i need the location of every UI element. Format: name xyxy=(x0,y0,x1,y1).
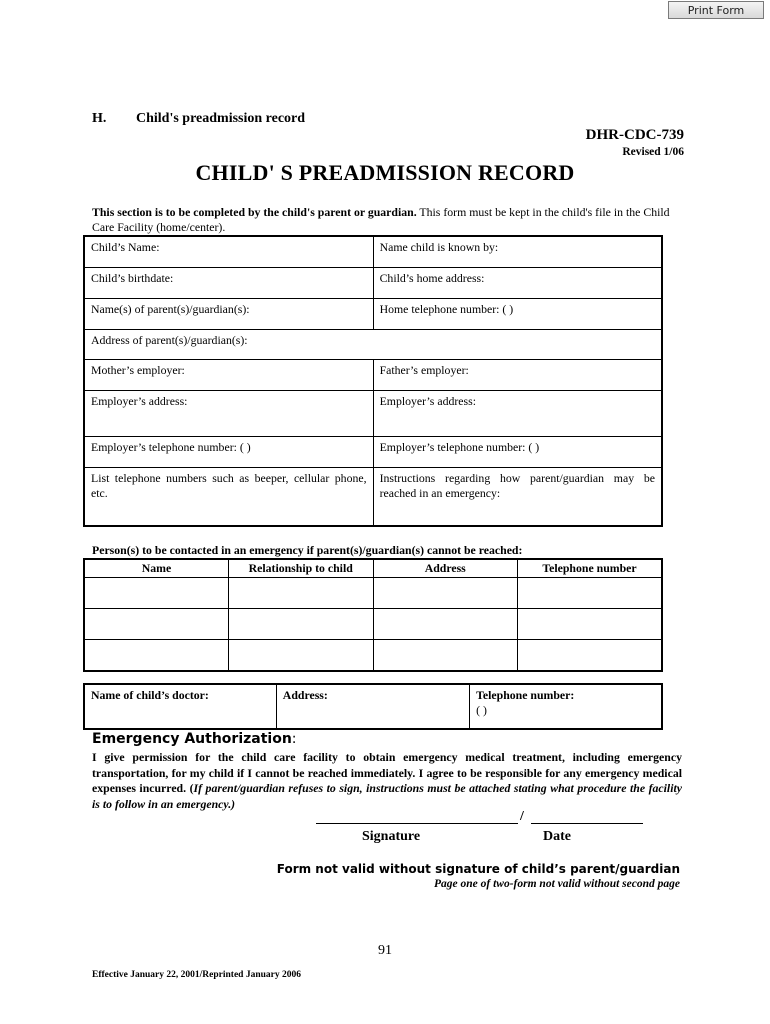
doctor-phone-parens: ( ) xyxy=(476,703,487,717)
contact-phone-cell[interactable] xyxy=(517,578,662,609)
signature-line[interactable] xyxy=(316,823,518,824)
contact-address-cell[interactable] xyxy=(373,640,517,672)
parents-names-field[interactable]: Name(s) of parent(s)/guardian(s): xyxy=(84,298,373,329)
other-phones-field[interactable]: List telephone numbers such as beeper, cellular phone, etc. xyxy=(84,467,373,526)
section-letter: H. xyxy=(92,111,107,126)
contact-name-cell[interactable] xyxy=(84,640,228,672)
intro-rest: This form must be kept in the child's file in the Child Care Facility (home/center). xyxy=(92,205,670,234)
emergency-text: I give permission for the child care facility to obtain emergency medical treatment, including emergency transportation, for my child if I cannot be reached immediately. I agree to be responsible for any emergency medical expenses incurred. ( xyxy=(92,750,682,795)
contact-row xyxy=(84,578,662,609)
contact-name-cell[interactable] xyxy=(84,609,228,640)
doctor-phone-field[interactable] xyxy=(470,684,662,729)
home-address-field[interactable]: Child’s home address: xyxy=(373,267,662,298)
contact-phone-cell[interactable] xyxy=(517,609,662,640)
birthdate-field[interactable]: Child’s birthdate: xyxy=(84,267,373,298)
home-phone-field[interactable]: Home telephone number: ( ) xyxy=(373,298,662,329)
emergency-authorization-text xyxy=(92,750,682,812)
signature-slash: / xyxy=(520,809,524,824)
contact-relationship-cell[interactable] xyxy=(228,640,373,672)
contact-phone-cell[interactable] xyxy=(517,640,662,672)
contact-row xyxy=(84,609,662,640)
father-employer-phone-field[interactable]: Employer’s telephone number: ( ) xyxy=(373,436,662,467)
contact-relationship-cell[interactable] xyxy=(228,609,373,640)
fathers-employer-field[interactable]: Father’s employer: xyxy=(373,359,662,390)
print-form-button[interactable]: Print Form xyxy=(668,1,764,19)
contact-address-cell[interactable] xyxy=(373,609,517,640)
contacts-col-phone: Telephone number xyxy=(517,559,662,578)
father-employer-address-field[interactable]: Employer’s address: xyxy=(373,390,662,436)
page-number: 91 xyxy=(378,943,392,958)
emergency-title-colon: : xyxy=(291,731,297,747)
page-title: CHILD' S PREADMISSION RECORD xyxy=(195,160,575,185)
date-line[interactable] xyxy=(531,823,643,824)
signature-label: Signature xyxy=(362,829,421,844)
known-by-field[interactable]: Name child is known by: xyxy=(373,236,662,267)
contacts-col-address: Address xyxy=(373,559,517,578)
emergency-italic-text: If parent/guardian refuses to sign, instructions must be attached stating what procedure the facility is to follow in an emergency.) xyxy=(92,781,682,811)
doctor-name-field[interactable]: Name of child’s doctor: xyxy=(84,684,276,729)
page-one-notice: Page one of two-form not valid without second page xyxy=(434,878,680,890)
childs-name-field[interactable]: Child’s Name: xyxy=(84,236,373,267)
contact-address-cell[interactable] xyxy=(373,578,517,609)
footer-text: Effective January 22, 2001/Reprinted January 2006 xyxy=(92,970,301,980)
section-title: Child's preadmission record xyxy=(136,111,306,126)
contacts-col-name: Name xyxy=(84,559,228,578)
date-label: Date xyxy=(543,829,571,844)
emergency-contacts-table xyxy=(83,558,663,672)
not-valid-notice: Form not valid without signature of child’s parent/guardian xyxy=(276,862,680,876)
revised-date: Revised 1/06 xyxy=(622,146,684,158)
emergency-instructions-field[interactable]: Instructions regarding how parent/guardian may be reached in an emergency: xyxy=(373,467,662,526)
mothers-employer-field[interactable]: Mother’s employer: xyxy=(84,359,373,390)
emergency-contacts-heading: Person(s) to be contacted in an emergency if parent(s)/guardian(s) cannot be reached: xyxy=(92,543,523,557)
form-code: DHR-CDC-739 xyxy=(585,127,684,143)
child-info-table xyxy=(83,235,663,527)
doctor-table xyxy=(83,683,663,730)
mother-employer-address-field[interactable]: Employer’s address: xyxy=(84,390,373,436)
parents-address-field[interactable]: Address of parent(s)/guardian(s): xyxy=(84,329,662,359)
contacts-col-relationship: Relationship to child xyxy=(228,559,373,578)
doctor-address-field[interactable]: Address: xyxy=(276,684,469,729)
contact-name-cell[interactable] xyxy=(84,578,228,609)
emergency-authorization-title xyxy=(92,731,297,747)
intro-text xyxy=(92,205,682,235)
contact-relationship-cell[interactable] xyxy=(228,578,373,609)
mother-employer-phone-field[interactable]: Employer’s telephone number: ( ) xyxy=(84,436,373,467)
intro-bold: This section is to be completed by the child's parent or guardian. xyxy=(92,205,417,219)
emergency-title-text: Emergency Authorization xyxy=(92,731,292,747)
contact-row xyxy=(84,640,662,672)
doctor-phone-label: Telephone number: xyxy=(476,688,575,702)
